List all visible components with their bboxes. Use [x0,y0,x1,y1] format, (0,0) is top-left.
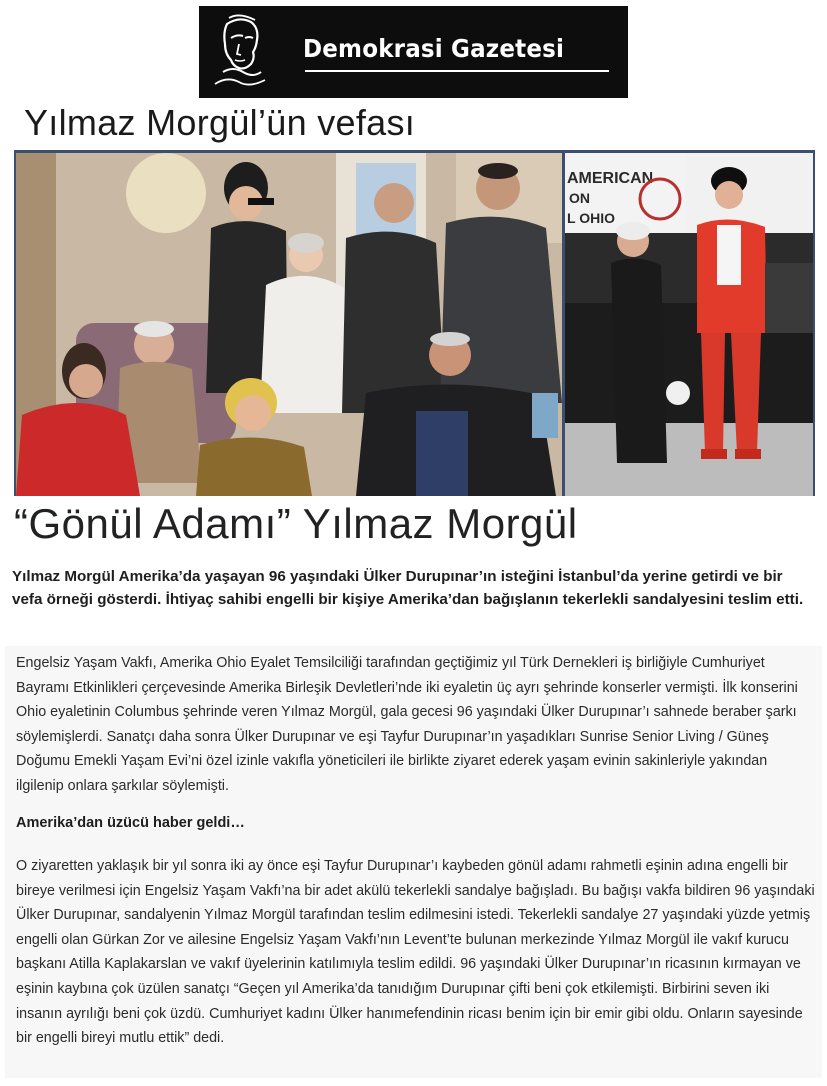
banner-text-american: AMERICAN [567,170,654,187]
article-headline: “Gönül Adamı” Yılmaz Morgül [14,500,578,547]
banner-text-ohio: L OHIO [567,210,615,226]
banner-text-on: ON [569,190,590,206]
ataturk-portrait-icon [209,14,271,92]
stage-photo [565,153,813,496]
newspaper-name[interactable]: Demokrasi Gazetesi [303,34,565,63]
masthead-underline [305,70,609,72]
group-photo-image [16,153,562,496]
article-kicker-title: Yılmaz Morgül’ün vefası [24,102,416,143]
group-photo [16,153,562,496]
article-lede: Yılmaz Morgül Amerika’da yaşayan 96 yaşındaki Ülker Durupınar’ın isteğini İstanbul’da yerine getirdi ve bir vefa örneği gösterdi. İhtiyaç sahibi engelli bir kişiye Amerika’dan bağışlanın tekerlekli sandalyesini teslim etti. [12,568,804,608]
article-paragraph-1: Engelsiz Yaşam Vakfı, Amerika Ohio Eyalet Temsilciliği tarafından geçtiğimiz yıl Türk Dernekleri iş birliğiyle Cumhuriyet Bayramı Etkinlikleri çerçevesinde Amerika Birleşik Devletleri’nde iki eyaletin üç ayrı şehrinde konserler vermişti. İlk konserini Ohio eyaletinin Columbus şehrinde veren Yılmaz Morgül, gala gecesi 96 yaşındaki Ülker Durupınar’ı sahnede beraber şarkı söylemişlerdi. Sanatçı daha sonra Ülker Durupınar ve eşi Tayfur Durupınar’ın yaşadıkları Sunrise Senior Living / Güneş Doğumu Emekli Yaşam Evi’ni özel izinle vakıfla yöneticileri ile birlikte ziyaret ederek yaşam evinin sakinleriyle yakından ilgilenip onlara şarkılar söylemişti. [16,655,798,794]
article-subheading: Amerika’dan üzücü haber geldi… [16,815,245,831]
stage-photo-image [565,153,813,496]
article-paragraph-2: O ziyaretten yaklaşık bir yıl sonra iki ay önce eşi Tayfur Durupınar’ı kaybeden gönül adamı rahmetli eşinin adına engelli bir bireye verilmesi için Engelsiz Yaşam Vakfı’na bir adet akülü tekerlekli sandalye bağışladı. Bu bağışı vakfa bildiren 96 yaşındaki Ülker Durupınar, sandalyenin Yılmaz Morgül tarafından teslim edilmesini istedi. Tekerlekli sandalye 27 yaşındaki yüzde yetmiş engelli olan Gürkan Zor ve ailesine Engelsiz Yaşam Vakfı’nın Levent’te bulunan merkezinde Yılmaz Morgül ile vakıf kurucu başkanı Atilla Kaplakarslan ve vakıf üyelerinin katılımıyla teslim edildi. 96 yaşındaki Ülker Durupınar’ın ricasının kırmayan ve eşinin kaybına çok üzülen sanatçı “Geçen yıl Amerika’da tanıdığım Durupınar çifti beni çok etkilemişti. Birbirini seven iki insanın ayrılığı beni çok üzdü. Cumhuriyet kadını Ülker hanımefendinin ricası benim için bir emir gibi oldu. Onların sayesinde bir engelli bireyi mutlu ettik” dedi. [16,858,815,1047]
masthead [199,6,628,98]
